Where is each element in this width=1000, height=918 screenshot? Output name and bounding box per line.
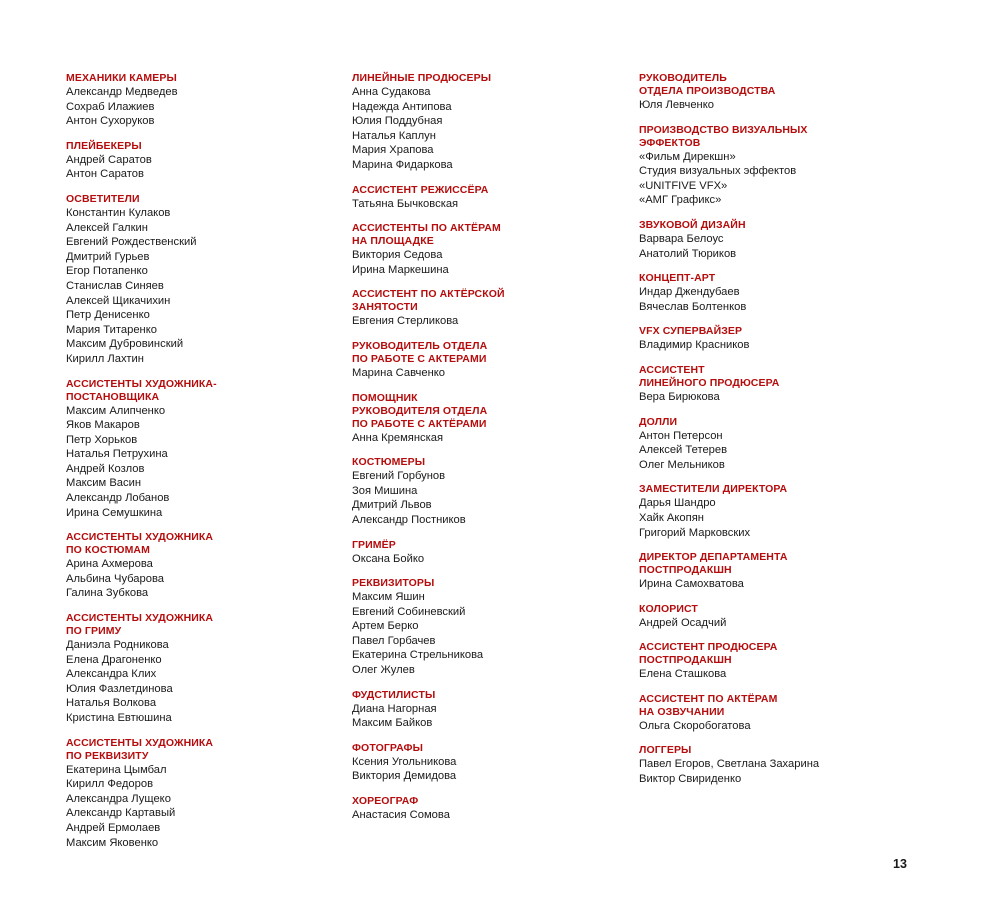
- section-heading: ДИРЕКТОР ДЕПАРТАМЕНТА ПОСТПРОДАКШН: [639, 551, 788, 577]
- credit-name: Анатолий Тюриков: [639, 247, 737, 260]
- credit-section: [352, 340, 622, 381]
- credit-name: Виктория Демидова: [352, 770, 457, 783]
- section-heading: КОЛОРИСТ: [639, 602, 698, 615]
- credit-name: Альбина Чубарова: [66, 572, 165, 585]
- section-heading: РЕКВИЗИТОРЫ: [352, 577, 435, 590]
- credit-name: Александра Клих: [66, 668, 157, 681]
- credit-name: Евгений Рождественский: [66, 236, 197, 249]
- credit-name: Виктор Свириденко: [639, 773, 742, 786]
- credit-section: [352, 795, 622, 823]
- section-heading: ГРИМЁР: [352, 538, 396, 551]
- section-heading: АССИСТЕНТЫ ПО АКТЁРАМ НА ПЛОЩАДКЕ: [352, 222, 501, 248]
- credit-name: Александр Картавый: [66, 807, 176, 820]
- credit-section: [639, 124, 909, 208]
- credit-name: Максим Дубровинский: [66, 338, 184, 351]
- credit-name: Александр Лобанов: [66, 492, 170, 505]
- section-heading: ЛОГГЕРЫ: [639, 744, 692, 757]
- section-heading: РУКОВОДИТЕЛЬ ОТДЕЛА ПРОИЗВОДСТВА: [639, 72, 776, 97]
- credit-name: Кристина Евтюшина: [66, 712, 172, 724]
- credit-section: [639, 551, 909, 592]
- credit-name: «АМГ Графикс»: [639, 194, 722, 207]
- credit-section: [639, 483, 909, 540]
- credit-name: Ольга Скоробогатова: [639, 719, 751, 732]
- section-heading: ЗВУКОВОЙ ДИЗАЙН: [639, 218, 746, 231]
- credit-section: [352, 72, 622, 173]
- credit-name: Вера Бирюкова: [639, 390, 720, 403]
- credit-name: Дмитрий Гурьев: [66, 250, 150, 263]
- credit-name: Андрей Саратов: [66, 153, 152, 166]
- credit-section: [639, 72, 909, 113]
- credit-name: Галина Зубкова: [66, 587, 149, 600]
- credit-section: [66, 612, 336, 726]
- credit-name: Станислав Синяев: [66, 279, 164, 292]
- credit-name: Анна Судакова: [352, 86, 431, 98]
- credit-name: Александра Лущеко: [66, 792, 171, 805]
- credit-name: Максим Васин: [66, 477, 142, 490]
- section-heading: ОСВЕТИТЕЛИ: [66, 192, 140, 205]
- credit-section: [66, 378, 336, 521]
- credit-name: Алексей Щикачихин: [66, 294, 171, 307]
- credit-name: Виктория Седова: [352, 249, 443, 262]
- credit-name: Юлия Поддубная: [352, 115, 443, 128]
- credit-section: [639, 693, 909, 734]
- credit-name: Максим Байков: [352, 717, 433, 730]
- credit-name: Александр Медведев: [66, 86, 178, 98]
- credit-name: Сохраб Илажиев: [66, 100, 155, 113]
- section-heading: ПЛЕЙБЕКЕРЫ: [66, 139, 142, 152]
- credit-name: Олег Жулев: [352, 664, 415, 677]
- credit-name: Максим Яковенко: [66, 836, 159, 849]
- credit-section: [639, 641, 909, 682]
- credit-section: [66, 72, 336, 129]
- section-heading: АССИСТЕНТ ПО АКТЁРАМ НА ОЗВУЧАНИИ: [639, 692, 778, 718]
- credit-name: Евгений Собиневский: [352, 605, 466, 618]
- credit-name: Наталья Волкова: [66, 697, 157, 710]
- credit-name: Андрей Осадчий: [639, 616, 727, 629]
- credit-section: [66, 737, 336, 851]
- section-heading: VFX СУПЕРВАЙЗЕР: [639, 325, 743, 338]
- credit-name: Екатерина Стрельникова: [352, 649, 484, 662]
- section-heading: ДОЛЛИ: [639, 415, 678, 428]
- section-heading: КОНЦЕПТ-АРТ: [639, 272, 716, 285]
- credit-section: [639, 219, 909, 261]
- section-heading: ФОТОГРАФЫ: [352, 741, 423, 754]
- credit-name: Олег Мельников: [639, 458, 725, 471]
- credit-name: Максим Яшин: [352, 591, 425, 604]
- credit-name: Максим Алипченко: [66, 404, 166, 417]
- credits-column-1: [66, 72, 336, 861]
- credit-section: [352, 392, 622, 446]
- credit-name: Павел Горбачев: [352, 634, 436, 647]
- credit-name: Александр Постников: [352, 513, 466, 526]
- credit-name: Елена Драгоненко: [66, 653, 162, 666]
- section-heading: ПРОИЗВОДСТВО ВИЗУАЛЬНЫХ ЭФФЕКТОВ: [639, 123, 808, 149]
- credit-name: Мария Титаренко: [66, 323, 157, 336]
- credit-name: Арина Ахмерова: [66, 558, 153, 571]
- credit-name: Марина Савченко: [352, 366, 445, 379]
- credit-name: Артем Берко: [352, 620, 419, 633]
- credit-name: Наталья Каплун: [352, 129, 436, 142]
- credits-column-3: [639, 72, 909, 798]
- credit-name: Егор Потапенко: [66, 265, 148, 278]
- credit-name: Евгений Горбунов: [352, 470, 446, 483]
- credit-name: Анна Кремянская: [352, 431, 444, 444]
- credit-name: Григорий Марковских: [639, 526, 751, 539]
- credit-name: Яков Макаров: [66, 419, 140, 432]
- credit-name: Константин Кулаков: [66, 206, 171, 219]
- section-heading: ЛИНЕЙНЫЕ ПРОДЮСЕРЫ: [352, 72, 492, 84]
- credit-name: Алексей Тетерев: [639, 444, 728, 457]
- credit-name: «Фильм Дирекшн»: [639, 150, 736, 163]
- credit-name: Ирина Семушкина: [66, 506, 163, 519]
- credit-section: [66, 193, 336, 367]
- section-heading: ХОРЕОГРАФ: [352, 795, 419, 808]
- credit-section: [639, 325, 909, 353]
- credit-name: Екатерина Цымбал: [66, 763, 167, 776]
- credit-name: Индар Джендубаев: [639, 286, 740, 299]
- credit-section: [352, 689, 622, 731]
- credit-name: Антон Саратов: [66, 168, 144, 181]
- credit-name: Юлия Фазлетдинова: [66, 682, 173, 695]
- credit-section: [352, 577, 622, 678]
- section-heading: АССИСТЕНТ ЛИНЕЙНОГО ПРОДЮСЕРА: [639, 363, 780, 389]
- credit-name: Зоя Мишина: [352, 484, 418, 497]
- credit-section: [639, 744, 909, 786]
- section-heading: МЕХАНИКИ КАМЕРЫ: [66, 72, 177, 84]
- credit-name: Татьяна Бычковская: [352, 197, 459, 210]
- section-heading: АССИСТЕНТ РЕЖИССЁРА: [352, 183, 489, 196]
- credit-section: [352, 288, 622, 329]
- credit-name: Марина Фидаркова: [352, 158, 453, 171]
- credit-section: [639, 364, 909, 405]
- credit-name: Андрей Козлов: [66, 462, 145, 475]
- credit-name: Юля Левченко: [639, 99, 714, 111]
- credit-name: Мария Храпова: [352, 144, 434, 157]
- credit-section: [352, 222, 622, 277]
- credit-section: [639, 416, 909, 473]
- section-heading: КОСТЮМЕРЫ: [352, 456, 426, 469]
- credit-section: [352, 184, 622, 212]
- credit-name: Студия визуальных эффектов «UNITFIVE VFX»: [639, 165, 797, 192]
- credit-name: Павел Егоров, Светлана Захарина: [639, 758, 820, 771]
- section-heading: ФУДСТИЛИСТЫ: [352, 688, 436, 701]
- section-heading: РУКОВОДИТЕЛЬ ОТДЕЛА ПО РАБОТЕ С АКТЕРАМИ: [352, 339, 488, 365]
- credit-name: Анастасия Сомова: [352, 809, 450, 822]
- credit-name: Ксения Угольникова: [352, 755, 457, 768]
- credit-section: [66, 140, 336, 182]
- credit-name: Петр Хорьков: [66, 433, 138, 446]
- credit-name: Алексей Галкин: [66, 221, 148, 234]
- credit-name: Кирилл Лахтин: [66, 352, 144, 365]
- credit-name: Евгения Стерликова: [352, 315, 459, 328]
- credit-name: Андрей Ермолаев: [66, 821, 161, 834]
- section-heading: АССИСТЕНТЫ ХУДОЖНИКА ПО КОСТЮМАМ: [66, 531, 214, 557]
- credit-name: Оксана Бойко: [352, 552, 425, 565]
- section-heading: АССИСТЕНТЫ ХУДОЖНИКА ПО РЕКВИЗИТУ: [66, 736, 214, 762]
- credit-name: Дарья Шандро: [639, 497, 716, 510]
- credit-name: Вячеслав Болтенков: [639, 300, 747, 313]
- credit-name: Ирина Самохватова: [639, 578, 744, 591]
- credit-name: Дмитрий Львов: [352, 499, 432, 512]
- credit-name: Даниэла Родникова: [66, 639, 169, 652]
- credit-name: Петр Денисенко: [66, 309, 150, 322]
- section-heading: ЗАМЕСТИТЕЛИ ДИРЕКТОРА: [639, 483, 788, 496]
- section-heading: АССИСТЕНТЫ ХУДОЖНИКА- ПОСТАНОВЩИКА: [66, 377, 217, 403]
- credit-section: [352, 742, 622, 784]
- credit-name: Антон Петерсон: [639, 429, 723, 442]
- credit-section: [639, 272, 909, 314]
- credit-section: [352, 539, 622, 567]
- section-heading: АССИСТЕНТ ПО АКТЁРСКОЙ ЗАНЯТОСТИ: [352, 288, 505, 314]
- credit-name: Елена Сташкова: [639, 668, 727, 681]
- credit-name: Антон Сухоруков: [66, 115, 155, 128]
- section-heading: АССИСТЕНТЫ ХУДОЖНИКА ПО ГРИМУ: [66, 612, 214, 638]
- credit-name: Ирина Маркешина: [352, 263, 449, 276]
- credit-section: [66, 531, 336, 601]
- credits-column-2: [352, 72, 622, 834]
- credit-section: [352, 456, 622, 527]
- credit-name: Владимир Красников: [639, 339, 750, 352]
- section-heading: АССИСТЕНТ ПРОДЮСЕРА ПОСТПРОДАКШН: [639, 641, 778, 667]
- section-heading: ПОМОЩНИК РУКОВОДИТЕЛЯ ОТДЕЛА ПО РАБОТЕ С АКТЁРАМИ: [352, 391, 488, 430]
- credit-section: [639, 603, 909, 631]
- page-number: 13: [893, 857, 907, 871]
- credit-name: Кирилл Федоров: [66, 778, 154, 791]
- credit-name: Хайк Акопян: [639, 511, 704, 524]
- credit-name: Надежда Антипова: [352, 100, 452, 113]
- credit-name: Наталья Петрухина: [66, 448, 168, 461]
- credit-name: Диана Нагорная: [352, 702, 437, 715]
- credit-name: Варвара Белоус: [639, 232, 724, 245]
